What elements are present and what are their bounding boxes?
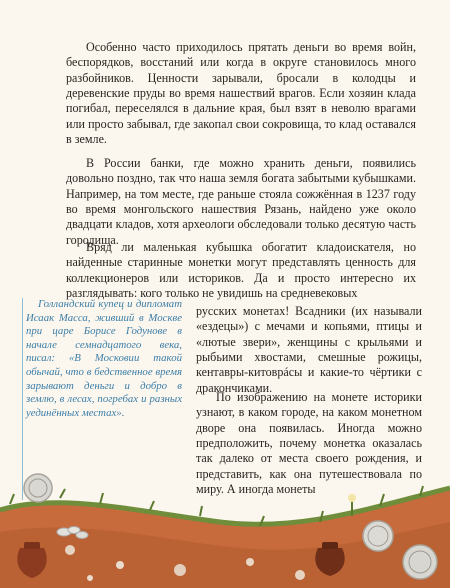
coin-icon: [24, 474, 52, 502]
coin-icon: [363, 521, 393, 551]
paragraph-3: Вряд ли маленькая кубышка обогатит кладоискателя, но найденные старинные монетки могут представлять ценность для коллекционеров или историков. Да и просто интересно их разглядывать: кого только не увидишь на средневековых: [66, 240, 416, 301]
sidebar-quote: Голландский купец и дипломат Исаак Масса, живший в Москве при царе Борисе Годунове в начале семнадцатого века, писал: «В Московии такой обычай, что в бедственное время зарывают деньги и добро в землю, в лесах, погребах и разных уединённых местах».: [26, 298, 182, 419]
paragraph-5: По изображению на монете историки узнают, в каком городе, на каком монетном дворе она появилась. Иногда можно предположить, почему монетка оказалась так далеко от места своего рождения, и представить, как она путешествовала по миру. А иногда монеты: [196, 390, 422, 497]
paragraph-4: русских монетах! Всадники (их называли «ездецы») с мечами и копьями, птицы и «лютые звери», женщины с крыльями и рыбьими хвостами, смешные рожицы, кентавры-китоврáсы и какие-то чёртики с дракончиками.: [196, 304, 422, 395]
coin-icon: [403, 545, 437, 579]
treasure-illustration: [0, 470, 450, 588]
paragraph-1: Особенно часто приходилось прятать деньги во время войн, беспорядков, восстаний или когда в округе становилось много разбойников. Ценности зарывали, бросали в колодцы и деревенские пруды во время нашествий врагов. Если хозяин клада погибал, переселялся в дальние края, был взят в неволю врагами или просто забывал, где закопал свои сокровища, то клад оставался в земле.: [66, 40, 416, 147]
paragraph-2: В России банки, где можно хранить деньги, появились довольно поздно, так что наша земля богата забытыми кубышками. Например, на том месте, где раньше стояла сожжённая в 1237 году во время монгольского нашествия Рязань, найдено уже около двадцати кладов, хотя археологи обследовали только десятую часть городища.: [66, 156, 416, 247]
